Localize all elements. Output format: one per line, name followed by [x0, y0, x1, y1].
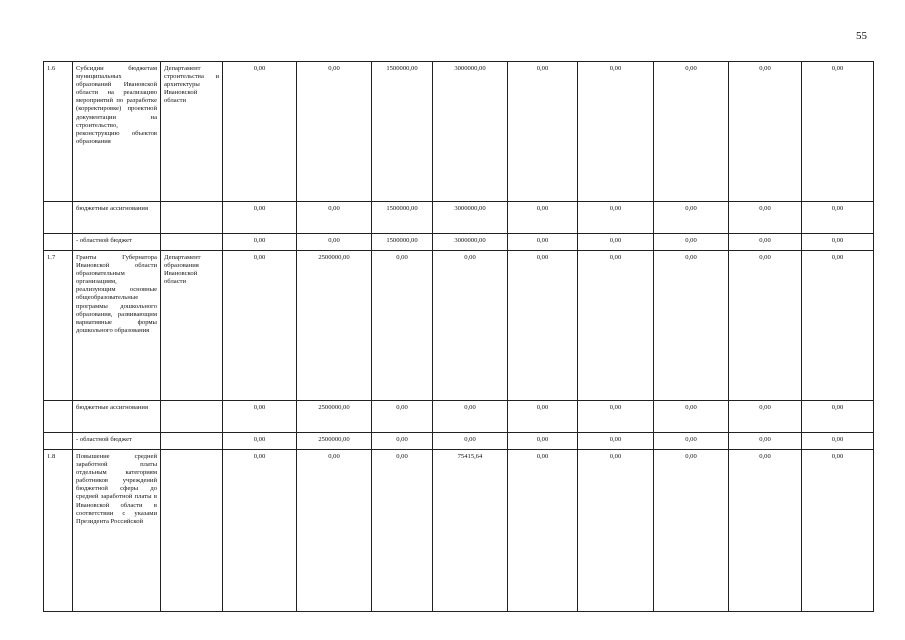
- table-row: [44, 62, 874, 202]
- row-description-cell: - областной бюджет: [73, 433, 161, 450]
- value-cell: 2500000,00: [297, 251, 372, 401]
- value-cell: 0,00: [802, 433, 874, 450]
- value-cell: 0,00: [223, 433, 297, 450]
- value-cell: 0,00: [578, 202, 654, 234]
- value-cell: 0,00: [297, 234, 372, 251]
- value-cell: 0,00: [372, 251, 433, 401]
- row-department-cell: [161, 433, 223, 450]
- row-index-cell: [44, 234, 73, 251]
- value-cell: 0,00: [578, 62, 654, 202]
- row-index-cell: 1.7: [44, 251, 73, 401]
- value-cell: 0,00: [729, 450, 802, 612]
- value-cell: 1500000,00: [372, 62, 433, 202]
- value-cell: 0,00: [802, 450, 874, 612]
- value-cell: 0,00: [802, 401, 874, 433]
- value-cell: 0,00: [729, 401, 802, 433]
- value-cell: 0,00: [372, 433, 433, 450]
- value-cell: 0,00: [508, 234, 578, 251]
- row-index-cell: 1.8: [44, 450, 73, 612]
- value-cell: 3000000,00: [433, 202, 508, 234]
- row-index-cell: [44, 401, 73, 433]
- row-department-cell: Департамент строительства и архитектуры Ивановской области: [161, 62, 223, 202]
- row-department-cell: [161, 401, 223, 433]
- table-body: [44, 62, 874, 612]
- value-cell: 0,00: [578, 251, 654, 401]
- value-cell: 0,00: [729, 234, 802, 251]
- table-row: [44, 450, 874, 612]
- row-description-cell: - областной бюджет: [73, 234, 161, 251]
- value-cell: 0,00: [508, 62, 578, 202]
- value-cell: 0,00: [729, 433, 802, 450]
- value-cell: 3000000,00: [433, 62, 508, 202]
- row-description-cell: Повышение средней заработной платы отдельным категориям работников учреждений бюджетной сферы до средней заработной платы в Ивановской области в соответствии с указами Президента Российской: [73, 450, 161, 612]
- value-cell: 0,00: [433, 433, 508, 450]
- value-cell: 0,00: [654, 62, 729, 202]
- value-cell: 0,00: [729, 251, 802, 401]
- value-cell: 0,00: [508, 251, 578, 401]
- value-cell: 2500000,00: [297, 433, 372, 450]
- value-cell: 0,00: [372, 401, 433, 433]
- value-cell: 0,00: [223, 234, 297, 251]
- row-description-cell: Гранты Губернатора Ивановской области образовательным организациям, реализующим основные общеобразовательные программы дошкольного образования, развивающим вариативные формы дошкольного образования: [73, 251, 161, 401]
- value-cell: 0,00: [508, 401, 578, 433]
- value-cell: 0,00: [654, 234, 729, 251]
- value-cell: 75415,64: [433, 450, 508, 612]
- value-cell: 0,00: [508, 450, 578, 612]
- value-cell: 0,00: [802, 234, 874, 251]
- value-cell: 0,00: [654, 450, 729, 612]
- value-cell: 3000000,00: [433, 234, 508, 251]
- row-index-cell: 1.6: [44, 62, 73, 202]
- value-cell: 0,00: [729, 202, 802, 234]
- row-department-cell: [161, 234, 223, 251]
- row-department-cell: [161, 450, 223, 612]
- value-cell: 0,00: [654, 401, 729, 433]
- row-description-cell: бюджетные ассигнования: [73, 401, 161, 433]
- budget-table: [43, 61, 874, 612]
- row-index-cell: [44, 202, 73, 234]
- value-cell: 0,00: [223, 401, 297, 433]
- table-row: [44, 433, 874, 450]
- value-cell: 0,00: [578, 433, 654, 450]
- value-cell: 0,00: [508, 202, 578, 234]
- value-cell: 0,00: [297, 202, 372, 234]
- value-cell: 0,00: [578, 401, 654, 433]
- value-cell: 0,00: [654, 251, 729, 401]
- value-cell: 0,00: [223, 450, 297, 612]
- value-cell: 0,00: [578, 234, 654, 251]
- value-cell: 0,00: [802, 202, 874, 234]
- table-row: [44, 401, 874, 433]
- value-cell: 2500000,00: [297, 401, 372, 433]
- row-description-cell: бюджетные ассигнования: [73, 202, 161, 234]
- value-cell: 0,00: [508, 433, 578, 450]
- value-cell: 0,00: [433, 251, 508, 401]
- row-description-cell: Субсидии бюджетам муниципальных образований Ивановской области на реализацию мероприятий по разработке (корректировке) проектной документации на строительство, реконструкцию объектов образования: [73, 62, 161, 202]
- value-cell: 0,00: [578, 450, 654, 612]
- value-cell: 0,00: [372, 450, 433, 612]
- table-row: [44, 234, 874, 251]
- value-cell: 0,00: [223, 202, 297, 234]
- value-cell: 0,00: [433, 401, 508, 433]
- row-department-cell: Департамент образования Ивановской области: [161, 251, 223, 401]
- value-cell: 0,00: [654, 202, 729, 234]
- page-number: 55: [856, 30, 867, 42]
- value-cell: 0,00: [802, 62, 874, 202]
- value-cell: 0,00: [223, 251, 297, 401]
- value-cell: 0,00: [297, 62, 372, 202]
- value-cell: 0,00: [223, 62, 297, 202]
- value-cell: 0,00: [654, 433, 729, 450]
- value-cell: 1500000,00: [372, 202, 433, 234]
- value-cell: 0,00: [729, 62, 802, 202]
- row-department-cell: [161, 202, 223, 234]
- value-cell: 0,00: [297, 450, 372, 612]
- value-cell: 1500000,00: [372, 234, 433, 251]
- row-index-cell: [44, 433, 73, 450]
- value-cell: 0,00: [802, 251, 874, 401]
- table-row: [44, 251, 874, 401]
- table-row: [44, 202, 874, 234]
